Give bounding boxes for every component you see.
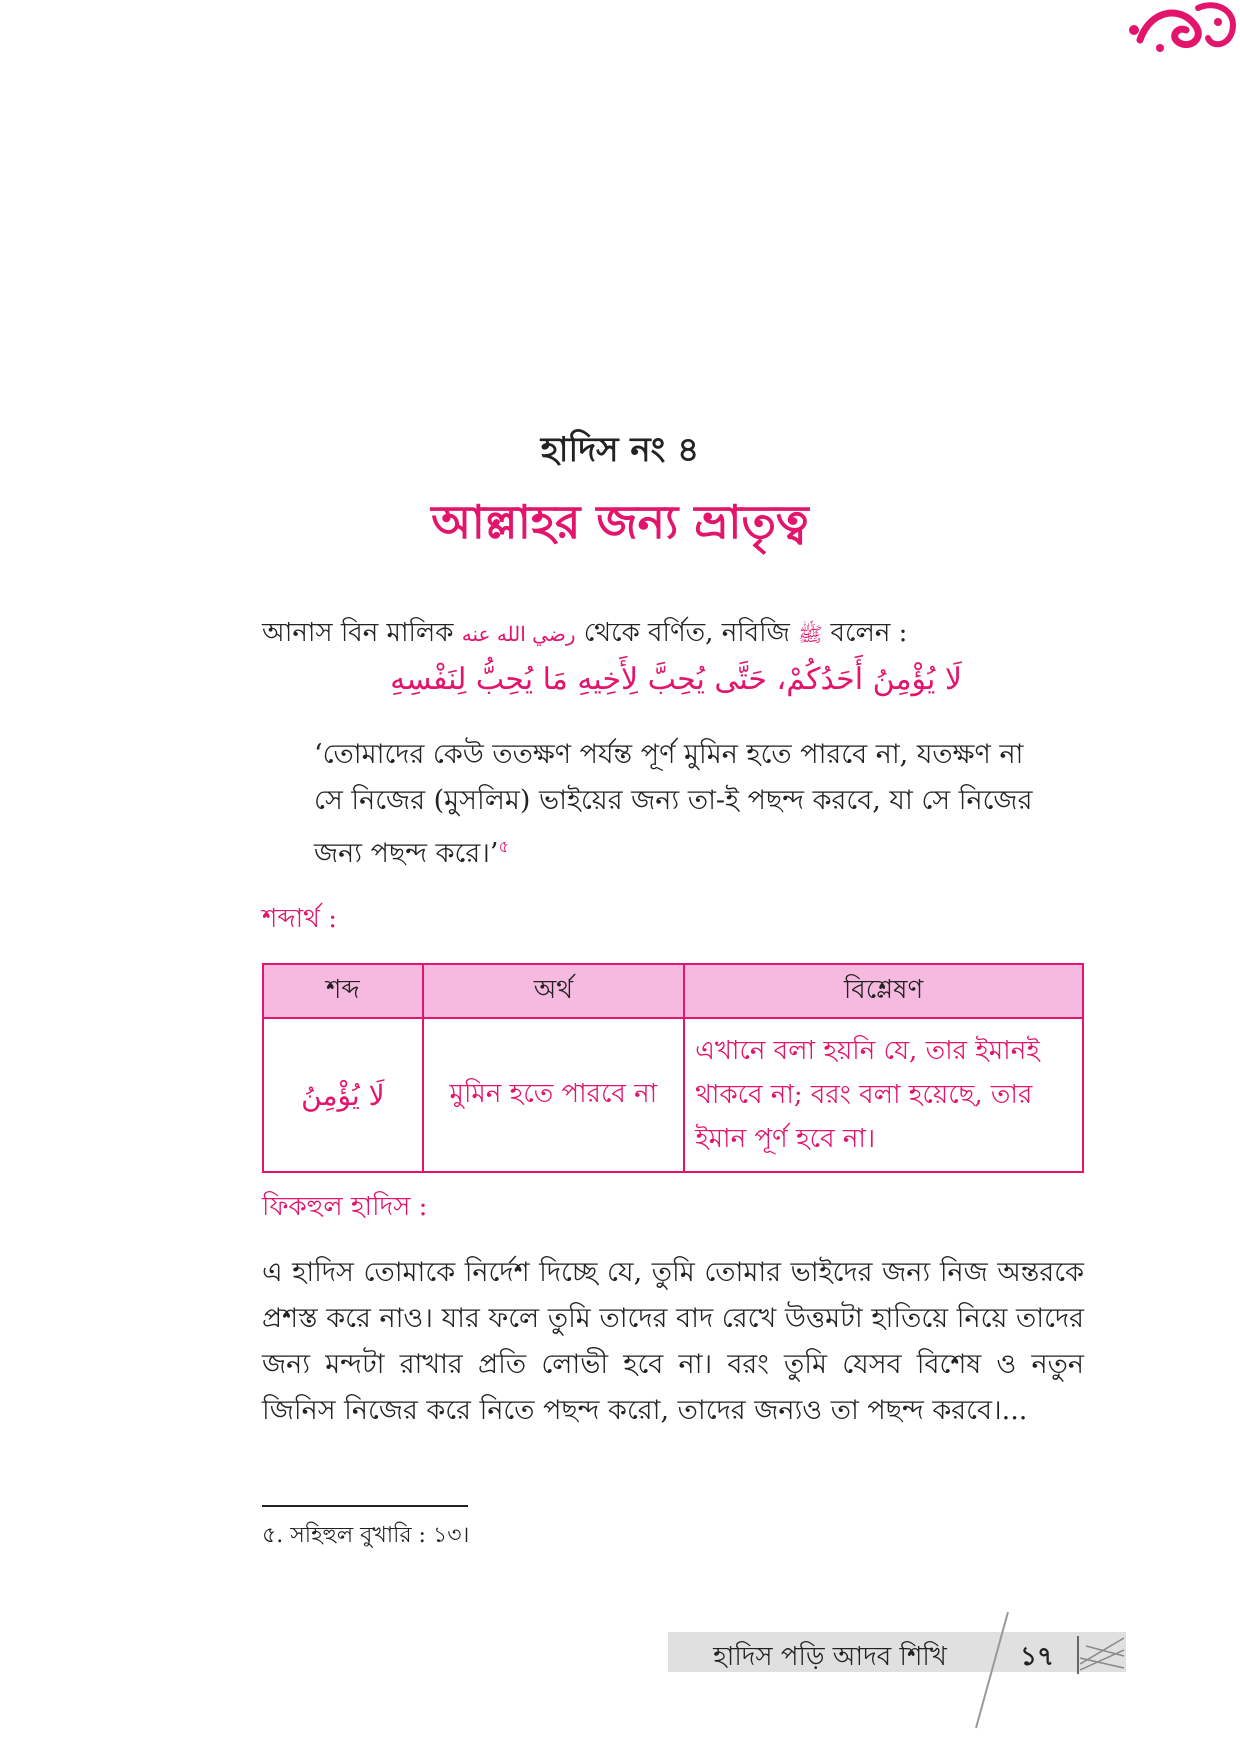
column-header-word: শব্দ — [263, 964, 423, 1018]
glossary-meaning-cell: মুমিন হতে পারবে না — [423, 1018, 684, 1172]
honorific-1: رضي الله عنه — [461, 622, 576, 646]
column-header-analysis: বিশ্লেষণ — [684, 964, 1083, 1018]
glossary-analysis-cell: এখানে বলা হয়নি যে, তার ইমানই থাকবে না; বরং বলা হয়েছে, তার ইমান পূর্ণ হবে না। — [684, 1018, 1083, 1172]
narration-line — [262, 612, 1082, 656]
glossary-table — [262, 963, 1084, 1173]
corner-ornament-icon — [1120, 0, 1240, 58]
glossary-word-cell: لَا يُؤْمِنُ — [263, 1018, 423, 1172]
glossary-header-row — [263, 964, 1083, 1018]
hadith-number: হাদিস নং ৪ — [540, 430, 700, 470]
page-number: ১৭ — [1020, 1642, 1054, 1672]
footer-book-title: হাদিস পড়ি আদব শিখি — [713, 1642, 947, 1672]
honorific-2: ﷺ — [798, 622, 823, 646]
translation-block — [314, 732, 1034, 877]
column-header-meaning: অর্থ — [423, 964, 684, 1018]
narration-part-2: থেকে বর্ণিত, নবিজি — [583, 618, 790, 648]
table-row — [263, 1018, 1083, 1172]
footnote-divider — [262, 1505, 468, 1507]
arabic-hadith-text: لَا يُؤْمِنُ أَحَدُكُمْ، حَتَّى يُحِبَّ لِأَخِيهِ مَا يُحِبُّ لِنَفْسِهِ — [390, 662, 962, 697]
translation-text: ‘তোমাদের কেউ ততক্ষণ পর্যন্ত পূর্ণ মুমিন হতে পারবে না, যতক্ষণ না সে নিজের (মুসলিম) ভাইয়ের জন্য তা-ই পছন্দ করবে, যা সে নিজের জন্য পছন্দ করে।’ — [314, 739, 1033, 869]
fiqh-paragraph: এ হাদিস তোমাকে নির্দেশ দিচ্ছে যে, তুমি তোমার ভাইদের জন্য নিজ অন্তরকে প্রশস্ত করে নাও। যার ফলে তুমি তাদের বাদ রেখে উত্তমটা হাতিয়ে নিয়ে তাদের জন্য মন্দটা রাখার প্রতি লোভী হবে না। বরং তুমি যেসব বিশেষ ও নতুন জিনিস নিজের করে নিতে পছন্দ করো, তাদের জন্যও তা পছন্দ করবে।... — [262, 1257, 1084, 1426]
footnote-reference: ৫ — [498, 837, 509, 856]
narration-part-3: বলেন : — [830, 618, 908, 648]
fiqh-label: ফিকহুল হাদিস : — [262, 1192, 428, 1222]
narration-part-1: আনাস বিন মালিক — [262, 618, 454, 648]
footnote-text: ৫. সহিহুল বুখারি : ১৩। — [262, 1523, 470, 1548]
hadith-title: আল্লাহর জন্য ভ্রাতৃত্ব — [431, 495, 809, 549]
glossary-label: শব্দার্থ : — [262, 904, 338, 934]
